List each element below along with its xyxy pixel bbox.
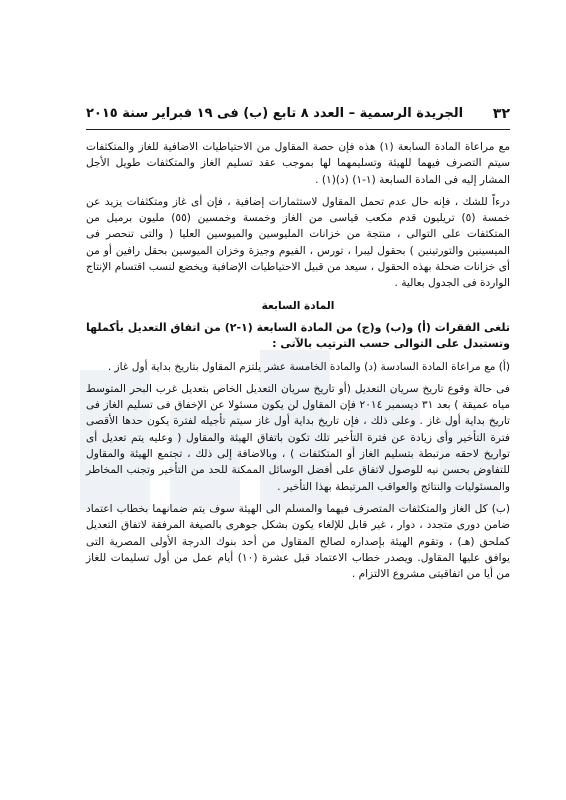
paragraph-clarification: درءاً للشك ، فإنه حال عدم تحمل المقاول لاستثمارات إضافية ، فإن أى غاز ومتكثفات يزيد عن خمسة (٥) تريليون قدم مكعب قياسى من الغاز وخمسة وخمسين (٥٥) مليون برميل من المتكثفات على التوالى ، منتجة من خزانات المليوسين والميوسين العليا ( والتى تنحصر فى الميسينين والتورتينين ) بحقول ليبرا ، تورس ، الفيوم وجيزة وخزان الميوسين بحقل رافين أو من أى خزانات ضحلة بهذه الحقول ، سيعد من قبيل الاحتياطيات الإضافية ويخضع لنسب اقتسام الإنتاج الواردة فى الجدول بعالية . bbox=[86, 195, 510, 290]
article-heading: المادة السابعة bbox=[261, 299, 335, 312]
paragraph-intro: مع مراعاة المادة السابعة (١) هذه فإن حصة المقاول من الاحتياطيات الاضافية للغاز والمتكثفات سيتم التصرف فيهما للهيئة وتسليمهما لها بموجب عقد تسليم الغاز والمتكثفات طويل الأجل المشار إليه فى المادة السابعة (١-١) (د)(١) . bbox=[86, 141, 510, 186]
clause-a: (أ) مع مراعاة المادة السادسة (د) والمادة الخامسة عشر يلتزم المقاول بتاريخ بداية أول غاز . bbox=[107, 360, 510, 373]
header-divider bbox=[86, 129, 510, 130]
page-header bbox=[86, 105, 510, 123]
clause-b: (ب) كل الغاز والمتكثفات المتصرف فيهما والمسلم الى الهيئة سوف يتم ضمانهما بخطاب اعتماد ضامن دورى متجدد ، دوار ، غير قابل للإلغاء يكون بشكل جوهرى بالصيغة المرفقة لاتفاق التعديل كملحق (هـ) ، وتقوم الهيئة بإصداره لصالح المقاول من أحد بنوك الدرجة الأولى المصرية التى يوافق عليها المقاول. ويصدر خطاب الاعتماد قبل عشرة (١٠) أيام عمل من أول تسليمات للغاز من أيا من اتفاقيتى مشروع الالتزام . bbox=[86, 502, 510, 581]
clause-a-detail: فى حالة وقوع تاريخ سريان التعديل (أو تاريخ سريان التعديل الخاص بتعديل غرب البحر المتوسط مياه عميقة ) بعد ٣١ ديسمبر ٢٠١٤ فإن المقاول لن يكون مسئولا عن الإخفاق فى تسليم الغاز فى تاريخ بداية أول غاز . وعلى ذلك ، فإن تاريخ بداية أول غاز سيتم تأجيله لفترة يكون حدها الأقصى فترة التأخير وأى زيادة عن فترة التأخير تلك تكون باتفاق الهيئة والمقاول ( وعليه يتم تعديل أى تواريخ لاحقه مرتبطة بتسليم الغاز أو المتكثفات ) ، وبالاضافة إلى ذلك ، تجتمع الهيئة والمقاول للتفاوض بحسن نيه للوصول لاتفاق على أفضل الوسائل الممكنة للحد من التأخير وتجنب المخاطر والمسئوليات والنتائج والعواقب المرتبطة بهذا التأخير . bbox=[86, 382, 510, 493]
document-body bbox=[86, 139, 510, 588]
gazette-title: الجريدة الرسمية – العدد ٨ تابع (ب) فى ١٩ فبراير سنة ٢٠١٥ bbox=[86, 106, 464, 121]
page-number: ٣٢ bbox=[492, 106, 510, 122]
amendment-instruction: تلغى الفقرات (أ) و(ب) و(ج) من المادة السابعة (١-٢) من اتفاق التعديل بأكملها وتستبدل على التوالى حسب الترتيب بالآتى : bbox=[86, 320, 510, 351]
